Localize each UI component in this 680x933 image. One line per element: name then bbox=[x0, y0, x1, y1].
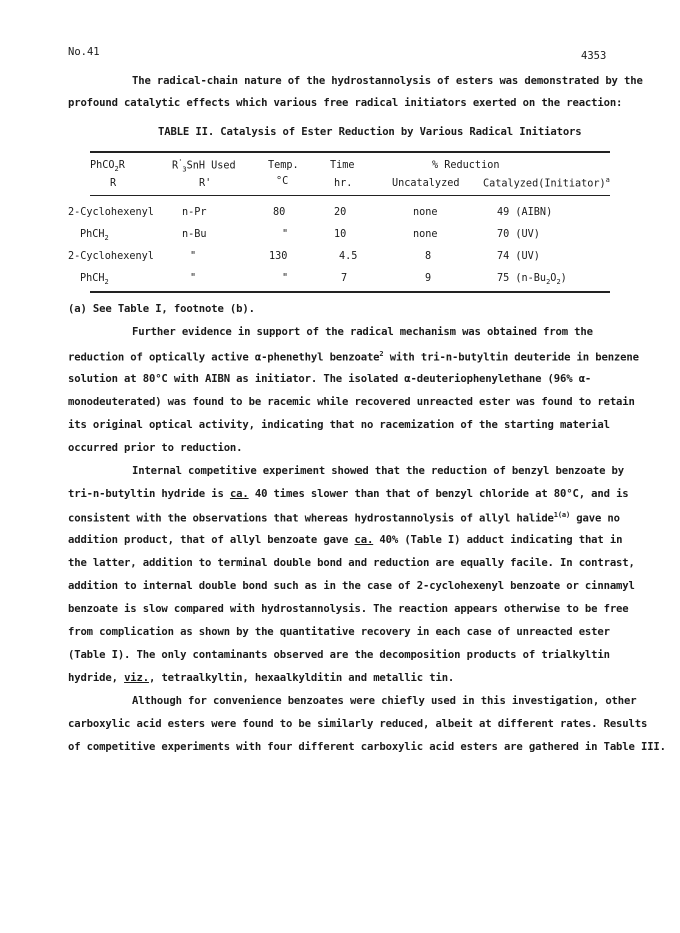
header-uncatalyzed: Uncatalyzed bbox=[392, 178, 460, 189]
para3-line-1: Internal competitive experiment showed that the reduction of benzyl benzoate by bbox=[132, 465, 625, 477]
row3-r: " bbox=[190, 251, 197, 262]
row4-cat: 75 $(n-Bu_2O_2)$ bbox=[497, 273, 567, 287]
header-time-line1: Time bbox=[330, 160, 355, 171]
row1-time: 20 bbox=[334, 207, 347, 218]
row2-temp: " bbox=[282, 229, 289, 240]
table-bottom-rule bbox=[90, 291, 610, 293]
row2-cat: 70 (UV) bbox=[497, 229, 540, 240]
para3-line-10: hydride, viz., tetraalkyltin, hexaalkylditin and metallic tin. bbox=[68, 672, 455, 684]
para2-line-4: monodeuterated) was found to be racemic while recovered unreacted ester was found to retain bbox=[68, 396, 635, 408]
row3-temp: 130 bbox=[269, 251, 288, 262]
para2-line-1: Further evidence in support of the radical mechanism was obtained from the bbox=[132, 326, 593, 338]
intro-line-1: The radical-chain nature of the hydrostannolysis of esters was demonstrated by the bbox=[132, 75, 643, 87]
row2-uncat: none bbox=[413, 229, 438, 240]
para3-line-3: consistent with the observations that whereas hydrostannolysis of allyl halide$^{1(a)}$ gave no bbox=[68, 511, 620, 525]
table-footnote: (a) See Table I, footnote (b). bbox=[68, 303, 255, 315]
page-number: 4353 bbox=[581, 50, 607, 62]
row1-ester: 2-Cyclohexenyl bbox=[68, 207, 154, 218]
header-catalyzed: Catalyzed(Initiator)$^a$ bbox=[483, 176, 610, 190]
table-top-rule bbox=[90, 151, 610, 153]
para3-line-4: addition product, that of allyl benzoate gave ca. 40% (Table I) adduct indicating that in bbox=[68, 534, 623, 546]
row3-uncat: 8 bbox=[425, 251, 432, 262]
para2-line-5: its original optical activity, indicating that no racemization of the starting material bbox=[68, 419, 610, 431]
row4-time: 7 bbox=[341, 273, 348, 284]
para3-line-5: the latter, addition to terminal double bond and reduction are equally facile. In contrast, bbox=[68, 557, 635, 569]
row2-time: 10 bbox=[334, 229, 347, 240]
row1-temp: 80 bbox=[273, 207, 286, 218]
row3-cat: 74 (UV) bbox=[497, 251, 540, 262]
row2-r: n-Bu bbox=[182, 229, 207, 240]
row4-temp: " bbox=[282, 273, 289, 284]
table-caption: TABLE II. Catalysis of Ester Reduction by Various Radical Initiators bbox=[158, 126, 582, 138]
row2-ester: PhCH$_2$ bbox=[80, 229, 109, 243]
header-reduction-group: % Reduction bbox=[432, 160, 500, 171]
header-tin-line2: R' bbox=[199, 178, 212, 189]
row4-uncat: 9 bbox=[425, 273, 432, 284]
para3-line-7: benzoate is slow compared with hydrostannolysis. The reaction appears otherwise to be free bbox=[68, 603, 629, 615]
row1-r: n-Pr bbox=[182, 207, 207, 218]
para4-line-2: carboxylic acid esters were found to be similarly reduced, albeit at different rates. Results bbox=[68, 718, 648, 730]
para3-line-6: addition to internal double bond such as in the case of 2-cyclohexenyl benzoate or cinnamyl bbox=[68, 580, 635, 592]
intro-line-2: profound catalytic effects which various free radical initiators exerted on the reaction: bbox=[68, 97, 623, 109]
header-temp-line2: °C bbox=[276, 176, 289, 187]
row1-cat: 49 (AIBN) bbox=[497, 207, 553, 218]
table-header-rule bbox=[90, 195, 610, 196]
para3-line-9: (Table I). The only contaminants observed are the decomposition products of trialkyltin bbox=[68, 649, 610, 661]
para3-line-8: from complication as shown by the quantitative recovery in each case of unreacted ester bbox=[68, 626, 610, 638]
row3-time: 4.5 bbox=[339, 251, 358, 262]
row4-r: " bbox=[190, 273, 197, 284]
journal-issue: No.41 bbox=[68, 46, 100, 58]
row3-ester: 2-Cyclohexenyl bbox=[68, 251, 154, 262]
para2-line-6: occurred prior to reduction. bbox=[68, 442, 243, 454]
para2-line-2: reduction of optically active α-phenethyl benzoate$^2$ with tri-n-butyltin deuteride in benzene bbox=[68, 350, 639, 364]
para2-line-3: solution at 80°C with AIBN as initiator. The isolated α-deuteriophenylethane (96% α- bbox=[68, 373, 592, 385]
header-temp-line1: Temp. bbox=[268, 160, 299, 171]
header-ester-line1: PhCO$_2$R bbox=[90, 160, 125, 174]
para3-line-2: tri-n-butyltin hydride is ca. 40 times slower than that of benzyl chloride at 80°C, and is bbox=[68, 488, 629, 500]
para4-line-3: of competitive experiments with four different carboxylic acid esters are gathered in Table III. bbox=[68, 741, 666, 753]
row1-uncat: none bbox=[413, 207, 438, 218]
header-tin-line1: $R'_3SnH$ Used bbox=[172, 158, 236, 174]
header-time-line2: hr. bbox=[334, 178, 353, 189]
row4-ester: PhCH$_2$ bbox=[80, 273, 109, 287]
para4-line-1: Although for convenience benzoates were chiefly used in this investigation, other bbox=[132, 695, 637, 707]
header-ester-line2: R bbox=[110, 178, 117, 189]
